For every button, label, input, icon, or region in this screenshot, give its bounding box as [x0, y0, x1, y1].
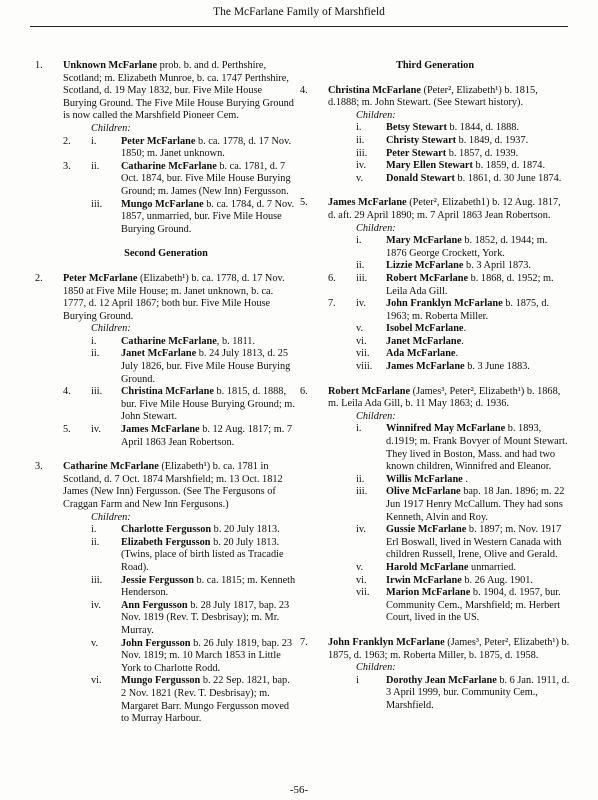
child-item: v. Harold McFarlane unmarried.: [356, 561, 516, 573]
child-item: 4. iii. Christina McFarlane b. 1815, d. 1888, bur. Five Mile House Burying Ground; m. John Stewart.: [63, 386, 295, 423]
child-item: i. Mary McFarlane b. 1852, d. 1944; m. 1876 George Crockett, York.: [356, 235, 548, 259]
entry-name: John Franklyn McFarlane: [328, 636, 445, 648]
child-item: 6. iii. Robert McFarlane b. 1868, d. 1952; m. Leila Ada Gill.: [328, 272, 554, 297]
entry-name: Catharine McFarlane: [63, 461, 159, 473]
child-item: i. Winnifred May McFarlane b. 1893, d.1919; m. Frank Bovyer of Mount Stewart. They lived in Boston, Mass. and had two known children, Winnifred and Eleanor.: [356, 423, 568, 473]
entry-name: Christina McFarlane: [328, 84, 421, 96]
child-item: v. John Fergusson b. 26 July 1819, bap. 23 Nov. 1819; m. 10 March 1853 in Little York to Charlotte Rodd.: [91, 637, 293, 674]
entry-5: 5. James McFarlane (Peter², Elizabeth1) b. 12 Aug. 1817, d. aft. 29 April 1890; m. 7 April 1863 Jean Robertson. Children: i. Mary McFarlane b. 1852, d. 1944; m. 1876 George Crockett, York. ii. Lizzie McFarlane b. 3 April 1873. 6. iii. Robert McFarlane b. 1868, d. 1952; m. Leila Ada Gill. 7. iv. John Franklyn McFarlane b. 1875, d. 1963; m. Roberta Miller. v. Isobel McFarlane. vi. Janet McFarlane. vii. Ada McFarlane. viii. James McFarlane b. 3 June 1883.: [300, 197, 570, 373]
child-item: v. Isobel McFarlane.: [356, 323, 467, 335]
child-item: viii. James McFarlane b. 3 June 1883.: [356, 361, 530, 373]
child-item: iii. Olive McFarlane bap. 18 Jan. 1896; m. 22 Jun 1917 Henry McCallum. They had sons Kenneth, Alvin and Roy.: [356, 486, 565, 523]
left-column: [35, 60, 297, 738]
entry-3: 3. Catharine McFarlane (Elizabeth¹) b. ca. 1781 in Scotland, d. 7 Oct. 1874 Marshfield; m. 13 Oct. 1812 James (New Inn) Fergusson. (See The Fergusons of Craggan Farm and New Inn Fergusons.) Children: i. Charlotte Fergusson b. 20 July 1813. ii. Elizabeth Fergusson b. 20 July 1813. (Twins, place of birth listed as Tracadie Road). iii. Jessie Fergusson b. ca. 1815; m. Kenneth Henderson. iv. Ann Fergusson b. 28 July 1817, bap. 23 Nov. 1819 (Rev. T. Desbrisay); m. Mr. Murray. v. John Fergusson b. 26 July 1819, bap. 23 Nov. 1819; m. 10 March 1853 in Little York to Charlotte Rodd. vi. Mungo Fergusson b. 22 Sep. 1821, bap. 2 Nov. 1821 (Rev. T. Desbrisay); m. Margaret Barr. Mungo Fergusson moved to Murray Harbour.: [35, 461, 296, 725]
child-item: v. Donald Stewart b. 1861, d. 30 June 1874.: [356, 172, 562, 184]
child-item: iv. Mary Ellen Stewart b. 1859, d. 1874.: [356, 160, 546, 172]
child-item: iv. Ann Fergusson b. 28 July 1817, bap. 23 Nov. 1819 (Rev. T. Desbrisay); m. Mr. Murray.: [91, 599, 290, 636]
child-item: 5. iv. James McFarlane b. 12 Aug. 1817; m. 7 April 1863 Jean Robertson.: [63, 424, 293, 448]
entry-name: Peter McFarlane: [63, 272, 138, 284]
child-item: vii. Ada McFarlane.: [356, 348, 459, 360]
entry-name: Unknown McFarlane: [63, 60, 158, 71]
child-item: 3. ii. Catharine McFarlane b. ca. 1781, d. 7 Oct. 1874, bur. Five Mile House Burying Ground; m. James (New Inn) Fergusson.: [63, 160, 291, 197]
child-item: i. Betsy Stewart b. 1844, d. 1888.: [356, 122, 519, 134]
child-item: 7. iv. John Franklyn McFarlane b. 1875, d. 1963; m. Roberta Miller.: [328, 298, 550, 322]
child-item: ii. Christy Stewart b. 1849, d. 1937.: [356, 134, 529, 146]
child-item: i. Charlotte Fergusson b. 20 July 1813.: [91, 524, 280, 536]
child-item: ii. Elizabeth Fergusson b. 20 July 1813. (Twins, place of birth listed as Tracadie Road).: [91, 536, 284, 573]
section-title: Second Generation: [124, 248, 208, 260]
header-rule: [30, 26, 568, 27]
child-item: 2. i. Peter McFarlane b. ca. 1778, d. 17 Nov. 1850; m. Janet unknown.: [63, 135, 292, 160]
right-column: [300, 60, 570, 725]
child-item: vi. Irwin McFarlane b. 26 Aug. 1901.: [356, 574, 534, 586]
page-number: -56-: [289, 784, 309, 796]
page-header: The McFarlane Family of Marshfield: [213, 6, 385, 18]
child-item: ii. Janet McFarlane b. 24 July 1813, d. 25 July 1826, bur. Five Mile House Burying Ground.: [91, 348, 291, 385]
child-item: ii. Willis McFarlane .: [356, 473, 468, 485]
entry-name: James McFarlane: [328, 197, 407, 209]
child-item: ii. Lizzie McFarlane b. 3 April 1873.: [356, 260, 531, 272]
child-item: vii. Marion McFarlane b. 1904, d. 1957, bur. Community Cem., Marshfield; m. Herbert Court, lived in the US.: [356, 587, 561, 624]
entry-7: 7. John Franklyn McFarlane (James³, Peter², Elizabeth¹) b. 1875, d. 1963; m. Roberta Miller, b. 1875, d. 1958. Children: i Dorothy Jean McFarlane b. 6 Jan. 1911, d. 3 April 1999, bur. Community Cem., Marshfield.: [300, 636, 570, 711]
entry-2: 2. Peter McFarlane (Elizabeth¹) b. ca. 1778, d. 17 Nov. 1850 at Five Mile House; m. Janet unknown, b. ca. 1777, d. 12 April 1867; both bur. Five Mile House Burying Ground. Children: i. Catharine McFarlane, b. 1811. ii. Janet McFarlane b. 24 July 1813, d. 25 July 1826, bur. Five Mile House Burying Ground. 4. iii. Christina McFarlane b. 1815, d. 1888, bur. Five Mile House Burying Ground; m. John Stewart. 5. iv. James McFarlane b. 12 Aug. 1817; m. 7 April 1863 Jean Robertson.: [35, 273, 297, 449]
entry-1: 1. Unknown McFarlane prob. b. and d. Perthshire, Scotland; m. Elizabeth Munroe, b. ca. 1747 Perthshire, Scotland, d. 19 May 1832, bur. Five Mile House Burying Ground. The Five Mile House Burying Ground is now called the Marshfield Pioneer Cem. Children: 2. i. Peter McFarlane b. ca. 1778, d. 17 Nov. 1850; m. Janet unknown. 3. ii. Catharine McFarlane b. ca. 1781, d. 7 Oct. 1874, bur. Five Mile House Burying Ground; m. James (New Inn) Fergusson. iii. Mungo McFarlane b. ca. 1784, d. 7 Nov. 1857, unmarried, bur. Five Mile House Burying Ground.: [35, 60, 297, 236]
entry-name: Robert McFarlane: [328, 385, 411, 397]
section-title: Third Generation: [395, 60, 475, 71]
child-item: i. Catharine McFarlane, b. 1811.: [91, 335, 256, 347]
child-item: vi. Mungo Fergusson b. 22 Sep. 1821, bap. 2 Nov. 1821 (Rev. T. Desbrisay); m. Margaret Barr. Mungo Fergusson moved to Murray Harbour.: [91, 675, 290, 725]
entry-4: 4. Christina McFarlane (Peter², Elizabeth¹) b. 1815, d.1888; m. John Stewart. (See Stewart history). Children: i. Betsy Stewart b. 1844, d. 1888. ii. Christy Stewart b. 1849, d. 1937. iii. Peter Stewart b. 1857, d. 1939. iv. Mary Ellen Stewart b. 1859, d. 1874. v. Donald Stewart b. 1861, d. 30 June 1874.: [300, 85, 570, 186]
entry-6: 6. Robert McFarlane (James³, Peter², Elizabeth¹) b. 1868, m. Leila Ada Gill, b. 11 May 1863; d. 1936. Children: i. Winnifred May McFarlane b. 1893, d.1919; m. Frank Bovyer of Mount Stewart. They lived in Boston, Mass. and had two known children, Winnifred and Eleanor. ii. Willis McFarlane . iii. Olive McFarlane bap. 18 Jan. 1896; m. 22 Jun 1917 Henry McCallum. They had sons Kenneth, Alvin and Roy. iv. Gussie McFarlane b. 1897; m. Nov. 1917 Erl Boswall, lived in Western Canada with children Russell, Irene, Olive and Gerald. v. Harold McFarlane unmarried. vi. Irwin McFarlane b. 26 Aug. 1901. vii. Marion McFarlane b. 1904, d. 1957, bur. Community Cem., Marshfield; m. Herbert Court, lived in the US.: [300, 386, 570, 625]
child-item: i Dorothy Jean McFarlane b. 6 Jan. 1911, d. 3 April 1999, bur. Community Cem., Marshfield.: [356, 674, 570, 711]
child-item: iii. Mungo McFarlane b. ca. 1784, d. 7 Nov. 1857, unmarried, bur. Five Mile House Burying Ground.: [91, 198, 295, 235]
child-item: iii. Jessie Fergusson b. ca. 1815; m. Kenneth Henderson.: [91, 574, 296, 599]
child-item: iii. Peter Stewart b. 1857, d. 1939.: [356, 147, 519, 159]
child-item: vi. Janet McFarlane.: [356, 335, 464, 347]
child-item: iv. Gussie McFarlane b. 1897; m. Nov. 1917 Erl Boswall, lived in Western Canada with children Russell, Irene, Olive and Gerald.: [356, 524, 562, 561]
